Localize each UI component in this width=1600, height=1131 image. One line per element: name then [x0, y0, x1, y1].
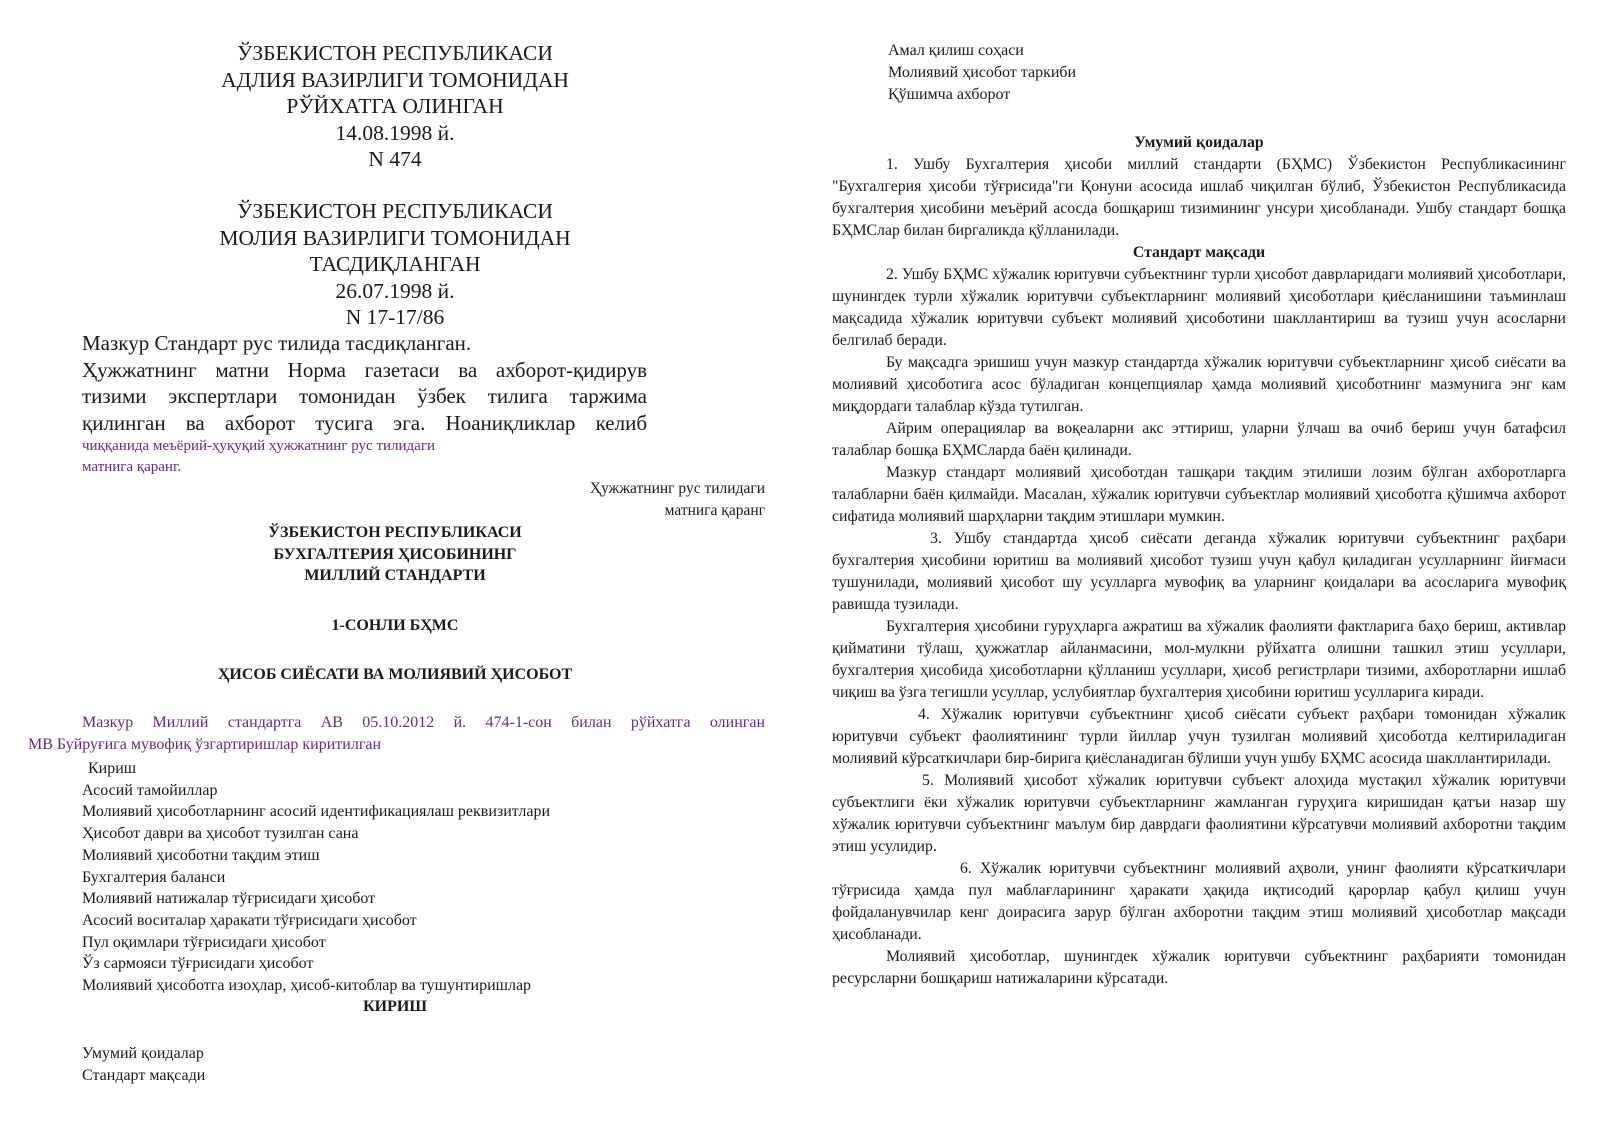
introduction-contents	[82, 1043, 205, 1087]
stamp-date: 26.07.1998 й.	[335, 278, 455, 303]
toc-item: Асосий тамойиллар	[82, 781, 218, 799]
toc-item: Асосий воситалар ҳаракати тўғрисидаги ҳисобот	[82, 911, 417, 929]
toc-item: Пул оқимлари тўғрисидаги ҳисобот	[82, 933, 326, 951]
paragraph: 5. Молиявий ҳисобот хўжалик юритувчи субъект алоҳида мустақил хўжалик юритувчи субъектлиги ёки хўжалик юритувчи субъектларнинг жамланган гуруҳига киришидан қатъи назар шу хўжалик юритувчи субъектнинг маълум бир даврдаги фаолиятини кўрсатувчи молиявий ахборотни тақдим этиш усулидир.	[832, 772, 1566, 855]
translation-note	[82, 330, 647, 478]
stamp-date: 14.08.1998 й.	[335, 120, 455, 145]
paragraph: 6. Хўжалик юритувчи субъектнинг молиявий аҳволи, унинг фаолияти кўрсаткичлари тўғрисида ҳамда пул маблағларининг ҳаракати ҳақида иқтисодий қарорлар қабул қилиш учун фойдаланувчилар кенг доирасига зарур бўлган ахборотни тақдим этиш молиявий ҳисоботлар мақсади ҳисобланади.	[832, 860, 1566, 943]
section-heading-general: Умумий қоидалар	[1134, 134, 1264, 151]
toc-item: Бухгалтерия баланси	[82, 868, 226, 886]
paragraph: Молиявий ҳисоботлар, шунингдек хўжалик юритувчи субъектнинг раҳбарияти томонидан ресурсларни бошқариш натижаларини кўрсатади.	[832, 948, 1566, 987]
see-russian-line: матнига қаранг	[664, 501, 765, 519]
introduction-contents-continued	[888, 40, 1076, 106]
section-heading-purpose: Стандарт мақсади	[1132, 244, 1266, 261]
toc-item: Стандарт мақсади	[82, 1067, 206, 1084]
note-line: Мазкур Стандарт рус тилида тасдиқланган.	[82, 331, 472, 355]
paragraph: 4. Хўжалик юритувчи субъектнинг ҳисоб сиёсати субъект раҳбари томонидан хўжалик юритувчи субъект фаолиятининг турли йиллар учун тузилган молиявий ҳисоботда келтириладиган молиявий кўрсаткичлари бир-бирига қиёсланадиган бўлиши учун ушбу БҲМС асосида шакллантирилади.	[832, 706, 1566, 767]
toc-item: Кириш	[88, 760, 137, 777]
toc-item: Умумий қоидалар	[82, 1045, 204, 1062]
toc-item: Молиявий ҳисоботларнинг асосий идентификациялаш реквизитлари	[82, 803, 551, 821]
paragraph: 1. Ушбу Бухгалтерия ҳисоби миллий стандарти (БҲМС) Ўзбекистон Республикасининг "Бухгалгерия ҳисоби тўғрисида"ги Қонуни асосида ишлаб чиқилган бўлиб, Ўзбекистон Республикасида бухгалтерия ҳисобини меъёрий асосда бошқариш тизимининг унсури ҳисобланади. Ушбу стандарт бошқа БҲМСлар билан биргаликда қўлланилади.	[832, 156, 1566, 239]
toc-item: Молиявий ҳисоботни тақдим этиш	[82, 846, 320, 864]
see-russian-line: Ҳужжатнинг рус тилидаги	[589, 480, 765, 497]
registration-stamp	[180, 40, 610, 173]
title-line: МИЛЛИЙ СТАНДАРТИ	[304, 567, 486, 584]
toc-item: Молиявий ҳисоботга изоҳлар, ҳисоб-китоблар ва тушунтиришлар	[82, 977, 532, 995]
toc-item: Ҳисобот даври ва ҳисобот тузилган сана	[82, 825, 359, 843]
title-line: ЎЗБЕКИСТОН РЕСПУБЛИКАСИ	[268, 524, 522, 541]
paragraph: Мазкур стандарт молиявий ҳисоботдан ташқари тақдим этилиши лозим бўлган ахборотларга талабларни баён қилмайди. Масалан, хўжалик юритувчи субъектлар молиявий ҳисоботга қўшимча ахборот сифатида молиявий шарҳларни тақдим этишлари мумкин.	[832, 464, 1566, 525]
amendment-note	[28, 712, 765, 755]
toc-item: Қўшимча ахборот	[888, 86, 1011, 103]
stamp-number: N 17-17/86	[345, 305, 445, 329]
toc-item: Молиявий натижалар тўғрисидаги ҳисобот	[82, 890, 376, 908]
note-line: Ҳужжатнинг матни Норма газетаси ва ахборот-қидирув	[82, 357, 647, 382]
paragraph: Бу мақсадга эришиш учун мазкур стандартда хўжалик юритувчи субъектларнинг ҳисоб сиёсати ва молиявий ҳисоботига асос бўладиган концепциялар ҳамда молиявий ҳисоботнинг мазмунига энг кам миқдордаги талаблар кўзда тутилган.	[832, 354, 1566, 415]
standard-body	[832, 132, 1566, 990]
toc-item: Амал қилиш соҳаси	[888, 42, 1024, 59]
paragraph: Бухгалтерия ҳисобини гуруҳларга ажратиш ва хўжалик фаолияти фактларига баҳо бериш, активлар қийматини тўлаш, ҳужжатлар айланмасини, мол-мулкни рўйхатга олишни ташкил этиш усуллари, бухгалтерия ҳисобида ҳисоботларни қўлланиш усуллари, ҳисоб регистрлари тизими, ахборотларни ишлаб чиқиш ва ўзга тегишли усуллар, услубиятлар бухгалтерия ҳисобини юритиш усулларига киради.	[832, 618, 1566, 701]
stamp-line: РЎЙХАТГА ОЛИНГАН	[286, 94, 504, 118]
note-line-small: матнига қаранг.	[82, 459, 182, 475]
stamp-line: ЎЗБЕКИСТОН РЕСПУБЛИКАСИ	[237, 199, 553, 223]
right-page	[800, 0, 1600, 1131]
amendment-line: Мазкур Миллий стандартга АВ 05.10.2012 й. 474-1-сон билан рўйхатга олинган	[82, 714, 765, 731]
table-of-contents	[82, 758, 762, 997]
stamp-line: ТАСДИҚЛАНГАН	[309, 252, 481, 276]
paragraph: 2. Ушбу БҲМС хўжалик юритувчи субъектнинг турли ҳисобот даврларидаги молиявий ҳисоботлари, шунингдек турли хўжалик юритувчи субъектларнинг молиявий ҳисоботлари қиёсланишини таъминлаш мақсадида хўжалик юритувчи субъект молиявий ҳисоботини шакллантириш ва тузиш учун асосларни белгилаб беради.	[832, 266, 1566, 349]
toc-item: Молиявий ҳисобот таркиби	[888, 64, 1077, 81]
see-russian-text	[430, 478, 765, 521]
section-heading-introduction: КИРИШ	[363, 998, 427, 1015]
standard-name: ҲИСОБ СИЁСАТИ ВА МОЛИЯВИЙ ҲИСОБОТ	[217, 666, 573, 683]
stamp-line: МОЛИЯ ВАЗИРЛИГИ ТОМОНИДАН	[219, 225, 571, 250]
standard-number: 1-СОНЛИ БҲМС	[331, 617, 459, 634]
title-line: БУХГАЛТЕРИЯ ҲИСОБИНИНГ	[273, 545, 517, 563]
standard-title	[180, 522, 610, 587]
stamp-number: N 474	[368, 147, 422, 171]
note-line: қилинган ва ахборот тусига эга. Ноаниқликлар келиб	[82, 410, 647, 435]
stamp-line: АДЛИЯ ВАЗИРЛИГИ ТОМОНИДАН	[221, 67, 569, 92]
toc-item: Ўз сармояси тўғрисидаги ҳисобот	[82, 955, 314, 973]
paragraph: 3. Ушбу стандартда ҳисоб сиёсати деганда хўжалик юритувчи субъектнинг раҳбари бухгалтерия ҳисобини юритиш ва молиявий ҳисобот тузиш учун қабул қиладиган усулларнинг йиғмаси тушунилади, молиявий ҳисобот шу усулларга мувофиқ ва уларнинг қоидалари ва асосларига мувофиқ равишда тузилади.	[832, 530, 1566, 613]
approval-stamp	[180, 198, 610, 331]
paragraph: Айрим операциялар ва воқеаларни акс эттириш, уларни ўлчаш ва очиб бериш учун батафсил талаблар бошқа БҲМСларда баён қилинади.	[832, 420, 1566, 459]
note-line: тизими экспертлари томонидан ўзбек тилига таржима	[82, 384, 647, 408]
stamp-line: ЎЗБЕКИСТОН РЕСПУБЛИКАСИ	[237, 41, 553, 65]
amendment-line: МВ Буйруғига мувофиқ ўзгартиришлар киритилган	[28, 735, 382, 753]
note-line-small: чиққанида меъёрий-ҳуқуқий ҳужжатнинг рус тилидаги	[82, 438, 436, 454]
